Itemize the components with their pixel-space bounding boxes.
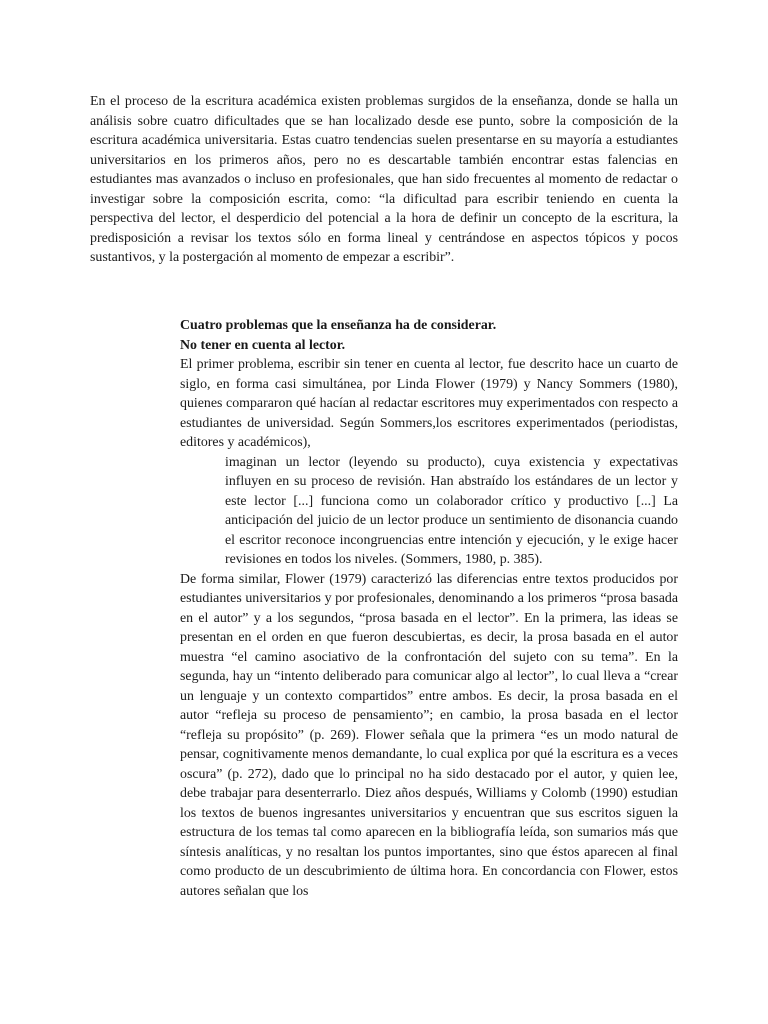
block-quote: imaginan un lector (leyendo su producto), cuya existencia y expectativas influyen en su proceso de revisión. Han abstraído los estándares de un lector y este lector [...] funciona como un colaborador crítico y productivo [...] La anticipación del juicio de un lector produce un sentimiento de disonancia cuando el escritor reconoce incongruencias entre intención y ejecución, y le exige hacer revisiones en todos los niveles. (Sommers, 1980, p. 385).: [225, 454, 678, 567]
paragraph-1: El primer problema, escribir sin tener en cuenta al lector, fue descrito hace un cuarto de siglo, en forma casi simultánea, por Linda Flower (1979) y Nancy Sommers (1980), quienes compararon qué hacían al redactar escritores muy experimentados con respecto a estudiantes de universidad. Según Sommers,los escritores experimentados (periodistas, editores y académicos),: [180, 357, 678, 450]
section-title: Cuatro problemas que la enseñanza ha de considerar.: [180, 318, 497, 333]
subsection-title: No tener en cuenta al lector.: [180, 337, 346, 353]
paragraph-2: De forma similar, Flower (1979) caracterizó las diferencias entre textos producidos por estudiantes universitarios y por profesionales, denominando a los primeros “prosa basada en el autor” y a los segundos, “prosa basada en el lector”. En la primera, las ideas se presentan en el orden en que fueron descubiertas, es decir, la prosa basada en el autor muestra “el camino asociativo de la confrontación del sujeto con su tema”. En la segunda, hay un “intento deliberado para comunicar algo al lector”, lo cual lleva a “crear un lenguaje y un contexto compartidos” entre ambos. Es decir, la prosa basada en el autor “refleja su proceso de pensamiento”; en cambio, la prosa basada en el lector “refleja su propósito” (p. 269). Flower señala que la primera “es un modo natural de pensar, cognitivamente menos demandante, lo cual explica por qué la escritura es a veces oscura” (p. 272), dado que lo principal no ha sido destacado por el autor, y quien lee, debe trabajar para desenterrarlo. Diez años después, Williams y Colomb (1990) estudian los textos de buenos ingresantes universitarios y encuentran que sus escritos siguen la estructura de los temas tal como aparecen en la bibliografía leída, son sumarios más que síntesis analíticas, y no resaltan los puntos importantes, sino que éstos aparecen al final como producto de un descubrimiento de última hora. En concordancia con Flower, estos autores señalan que los: [180, 571, 678, 899]
section-body: [180, 316, 678, 901]
intro-paragraph: En el proceso de la escritura académica existen problemas surgidos de la enseñanza, donde se halla un análisis sobre cuatro dificultades que se han localizado desde ese punto, sobre la composición de la escritura académica universitaria. Estas cuatro tendencias suelen presentarse en su mayoría a estudiantes universitarios en los primeros años, pero no es descartable también encontrar estas falencias en estudiantes mas avanzados o incluso en profesionales, que han sido frecuentes al momento de redactar o investigar sobre la composición escrita, como: “la dificultad para escribir teniendo en cuenta la perspectiva del lector, el desperdicio del potencial a la hora de definir un concepto de la escritura, la predisposición a revisar los textos sólo en forma lineal y centrándose en aspectos tópicos y pocos sustantivos, y la postergación al momento de empezar a escribir”.: [90, 94, 678, 265]
